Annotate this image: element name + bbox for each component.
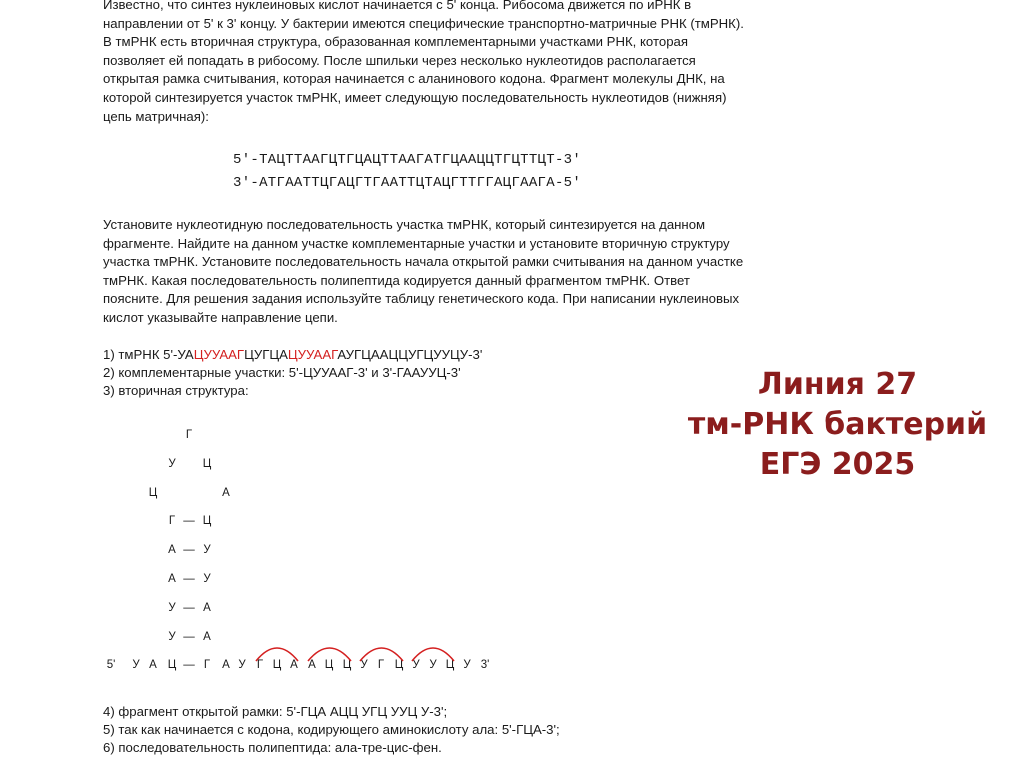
base-nucleotide: У [132, 659, 140, 671]
title-line-3: ЕГЭ 2025 [759, 447, 916, 482]
base-nucleotide: У [429, 659, 437, 671]
answer-3: 3) вторичная структура: [103, 383, 249, 398]
stem-left: А [168, 573, 176, 585]
intro-line: В тмРНК есть вторичная структура, образованная комплементарными участками РНК, которая [103, 34, 689, 50]
title-line-1: Линия 27 [757, 367, 918, 402]
base-nucleotide: Г [203, 659, 211, 671]
intro-line: открытая рамка считывания, которая начинается с аланинового кодона. Фрагмент молекулы ДНК, на [103, 71, 725, 87]
stem-left: У [168, 631, 176, 643]
base-nucleotide: Г [377, 659, 385, 671]
base-nucleotide: 5' [106, 659, 116, 671]
base-nucleotide: Ц [394, 659, 404, 671]
complementary-highlight-1: ЦУУААГ [193, 347, 245, 362]
answer-2: 2) комплементарные участки: 5'-ЦУУААГ-3' и 3'-ГААУУЦ-3' [103, 365, 461, 380]
stem-left: А [168, 544, 176, 556]
intro-line: которой синтезируется участок тмРНК, имеет следующую последовательность нуклеотидов (нижняя) [103, 89, 727, 105]
base-nucleotide: А [222, 659, 230, 671]
base-nucleotide: Ц [324, 659, 334, 671]
base-nucleotide: Ц [342, 659, 352, 671]
dna-sequence [233, 149, 581, 195]
base-nucleotide: У [463, 659, 471, 671]
complementary-highlight-2: ЦУУААГ [287, 347, 338, 362]
dna-top-strand: 5'-ТАЦТТААГЦТГЦАЦТТААГАТГЦААЦЦТГЦТТЦТ-3' [233, 152, 582, 168]
stem-bond: — [183, 544, 195, 556]
stem-bond: — [183, 573, 195, 585]
intro-line: цепь матричная): [103, 108, 209, 124]
stem-right: Ц [202, 515, 212, 527]
stem-right: У [203, 573, 211, 585]
slide-title [660, 365, 1015, 485]
intro-line: Известно, что синтез нуклеиновых кислот начинается с 5' конца. Рибосома движется по иРНК в [103, 0, 692, 12]
answer-6: 6) последовательность полипептида: ала-тре-цис-фен. [103, 740, 442, 755]
intro-paragraph [103, 0, 795, 126]
base-nucleotide: Г [256, 659, 264, 671]
task-line: кислот указывайте направление цепи. [103, 309, 338, 325]
loop-nucleotide: Г [185, 429, 193, 441]
base-nucleotide: А [308, 659, 316, 671]
answer-1: 1) тмРНК 5'-УАЦУУААГЦУГЦАЦУУААГАУГЦААЦЦУГЦУУЦУ-3' [103, 347, 483, 362]
base-nucleotide: — [183, 659, 195, 671]
stem-left: Г [168, 515, 176, 527]
stem-right: У [203, 544, 211, 556]
loop-nucleotide: У [168, 458, 176, 470]
stem-bond: — [183, 602, 195, 614]
title-line-2: тм-РНК бактерий [687, 407, 988, 442]
base-nucleotide: У [360, 659, 368, 671]
dna-bottom-strand: 3'-АТГААТТЦГАЦГТГААТТЦТАЦГТТГГАЦГААГА-5' [233, 175, 582, 191]
base-nucleotide: Ц [167, 659, 177, 671]
stem-bond: — [183, 515, 195, 527]
loop-nucleotide: Ц [202, 458, 212, 470]
stem-right: А [203, 631, 211, 643]
base-nucleotide: Ц [272, 659, 282, 671]
intro-line: направлении от 5' к 3' концу. У бактерии имеются специфические транспортно-матричные РНК (тмРНК). [103, 15, 744, 31]
base-nucleotide: А [290, 659, 298, 671]
stem-right: А [203, 602, 211, 614]
task-line: тмРНК. Какая последовательность полипептида кодируется данный фрагментом тмРНК. Ответ [103, 272, 690, 288]
loop-nucleotide: А [222, 487, 230, 499]
answer-5: 5) так как начинается с кодона, кодирующего аминокислоту ала: 5'-ГЦА-3'; [103, 722, 560, 737]
loop-nucleotide: Ц [148, 487, 158, 499]
base-nucleotide: А [149, 659, 157, 671]
base-nucleotide: 3' [480, 659, 490, 671]
task-line: Установите нуклеотидную последовательность участка тмРНК, который синтезируется на данном [103, 217, 706, 232]
stem-left: У [168, 602, 176, 614]
task-line: поясните. Для решения задания используйте таблицу генетического кода. При написании нуклеиновых [103, 291, 740, 307]
intro-line: позволяет ей попадать в рибосому. После шпильки через несколько нуклеотидов располагается [103, 52, 696, 68]
base-nucleotide: Ц [445, 659, 455, 671]
stem-bond: — [183, 631, 195, 643]
base-nucleotide: У [238, 659, 246, 671]
task-paragraph [103, 216, 795, 328]
base-nucleotide: У [412, 659, 420, 671]
task-line: участка тмРНК. Установите последовательность начала открытой рамки считывания на данном участке [103, 254, 744, 270]
task-line: фрагменте. Найдите на данном участке комплементарные участки и установите вторичную структуру [103, 235, 730, 251]
answer-4: 4) фрагмент открытой рамки: 5'-ГЦА АЦЦ УГЦ УУЦ У-3'; [103, 704, 448, 719]
